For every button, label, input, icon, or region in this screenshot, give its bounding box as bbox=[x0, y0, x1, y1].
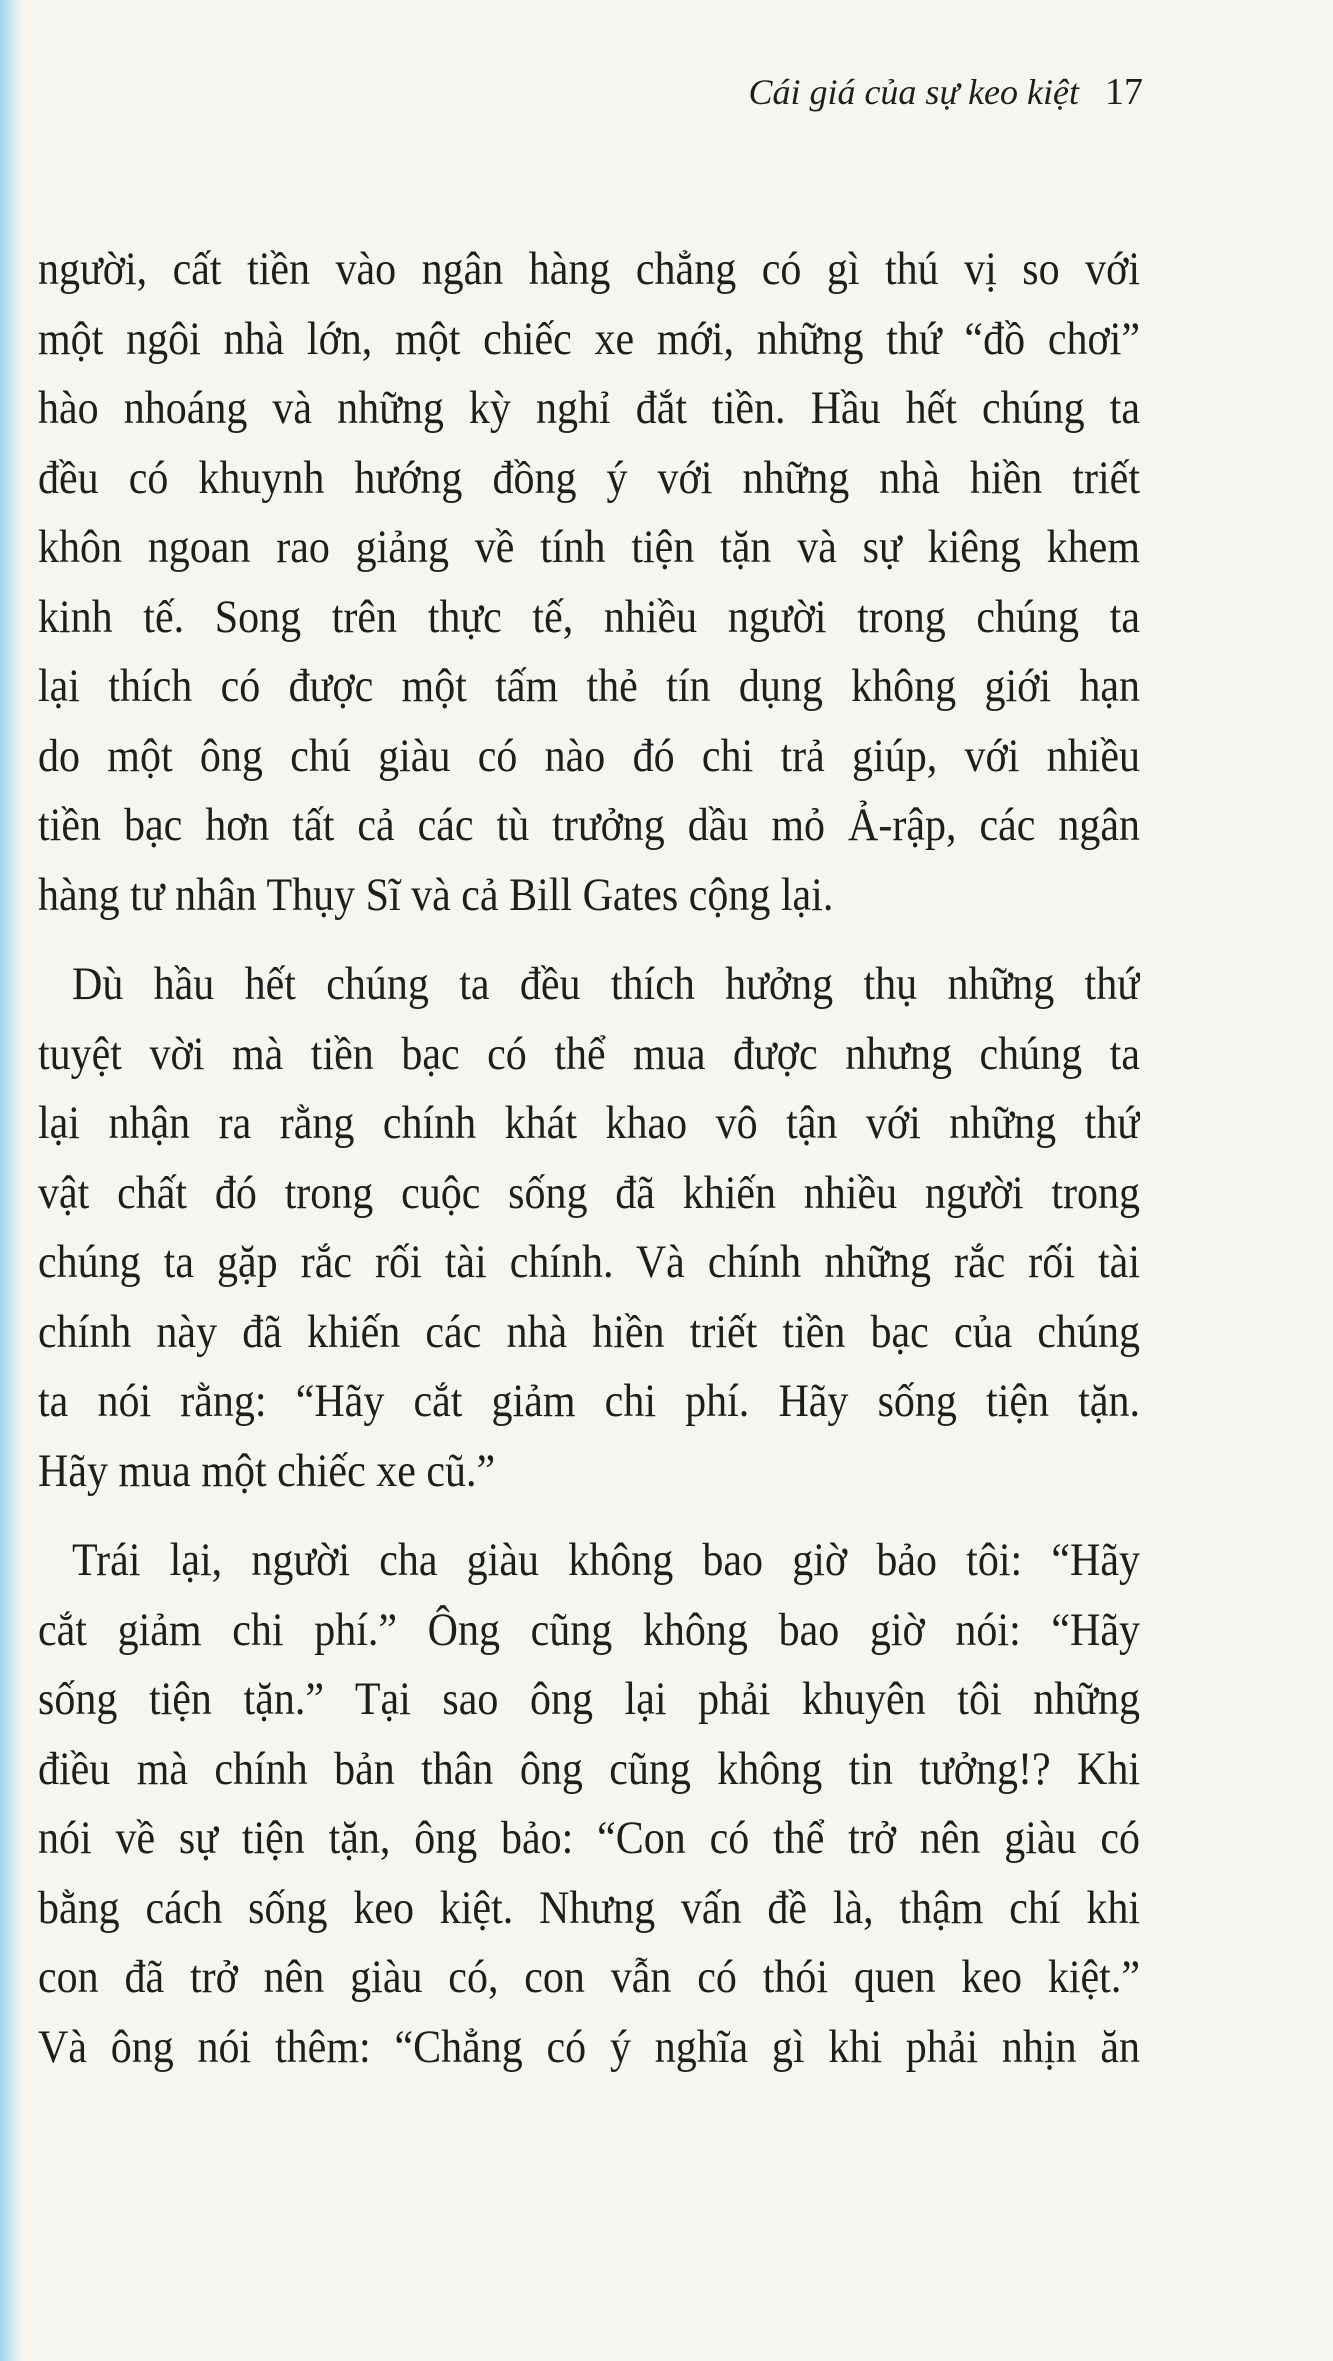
text-line: sống tiện tặn.” Tại sao ông lại phải khuyên tôi những bbox=[38, 1674, 1140, 1726]
text-line: tuyệt vời mà tiền bạc có thể mua được nhưng chúng ta bbox=[38, 1029, 1140, 1080]
text-line: đều có khuynh hướng đồng ý với những nhà hiền triết bbox=[38, 453, 1140, 504]
text-line: người, cất tiền vào ngân hàng chẳng có gì thú vị so với bbox=[38, 244, 1140, 296]
text-line: vật chất đó trong cuộc sống đã khiến nhiều người trong bbox=[38, 1168, 1140, 1219]
paragraph bbox=[38, 951, 1140, 1507]
text-line: Dù hầu hết chúng ta đều thích hưởng thụ những thứ bbox=[72, 959, 1140, 1011]
page-edge bbox=[0, 0, 22, 2361]
text-line: Hãy mua một chiếc xe cũ.” bbox=[38, 1446, 496, 1497]
text-line: chúng ta gặp rắc rối tài chính. Và chính những rắc rối tài bbox=[38, 1237, 1140, 1289]
text-line: Và ông nói thêm: “Chẳng có ý nghĩa gì khi phải nhịn ăn bbox=[38, 2022, 1140, 2073]
text-line: con đã trở nên giàu có, con vẫn có thói quen keo kiệt.” bbox=[38, 1952, 1140, 2004]
text-line: khôn ngoan rao giảng về tính tiện tặn và sự kiêng khem bbox=[38, 522, 1140, 574]
text-line: kinh tế. Song trên thực tế, nhiều người trong chúng ta bbox=[38, 592, 1140, 643]
text-line: một ngôi nhà lớn, một chiếc xe mới, những thứ “đồ chơi” bbox=[38, 314, 1140, 365]
text-line: điều mà chính bản thân ông cũng không tin tưởng!? Khi bbox=[38, 1744, 1140, 1795]
text-line: bằng cách sống keo kiệt. Nhưng vấn đề là, thậm chí khi bbox=[38, 1883, 1140, 1934]
chapter-title: Cái giá của sự keo kiệt bbox=[748, 72, 1079, 112]
text-line: nói về sự tiện tặn, ông bảo: “Con có thể trở nên giàu có bbox=[38, 1813, 1140, 1865]
page-number: 17 bbox=[1105, 71, 1143, 113]
text-line: tiền bạc hơn tất cả các tù trưởng dầu mỏ Ả-rập, các ngân bbox=[38, 800, 1140, 852]
text-line: ta nói rằng: “Hãy cắt giảm chi phí. Hãy sống tiện tặn. bbox=[38, 1376, 1140, 1428]
text-line: lại nhận ra rằng chính khát khao vô tận với những thứ bbox=[38, 1098, 1140, 1150]
text-line: cắt giảm chi phí.” Ông cũng không bao giờ nói: “Hãy bbox=[38, 1605, 1140, 1656]
text-line: hào nhoáng và những kỳ nghỉ đắt tiền. Hầu hết chúng ta bbox=[38, 383, 1140, 435]
text-line: chính này đã khiến các nhà hiền triết tiền bạc của chúng bbox=[38, 1307, 1140, 1358]
body-text bbox=[38, 236, 1140, 2085]
text-line: lại thích có được một tấm thẻ tín dụng không giới hạn bbox=[38, 661, 1140, 713]
text-line: Trái lại, người cha giàu không bao giờ bảo tôi: “Hãy bbox=[72, 1535, 1140, 1587]
paragraph bbox=[38, 1527, 1140, 2083]
running-header bbox=[748, 70, 1143, 114]
text-line: do một ông chú giàu có nào đó chi trả giúp, với nhiều bbox=[38, 731, 1140, 782]
paragraph bbox=[38, 236, 1140, 931]
text-line: hàng tư nhân Thụy Sĩ và cả Bill Gates cộng lại. bbox=[38, 870, 834, 921]
